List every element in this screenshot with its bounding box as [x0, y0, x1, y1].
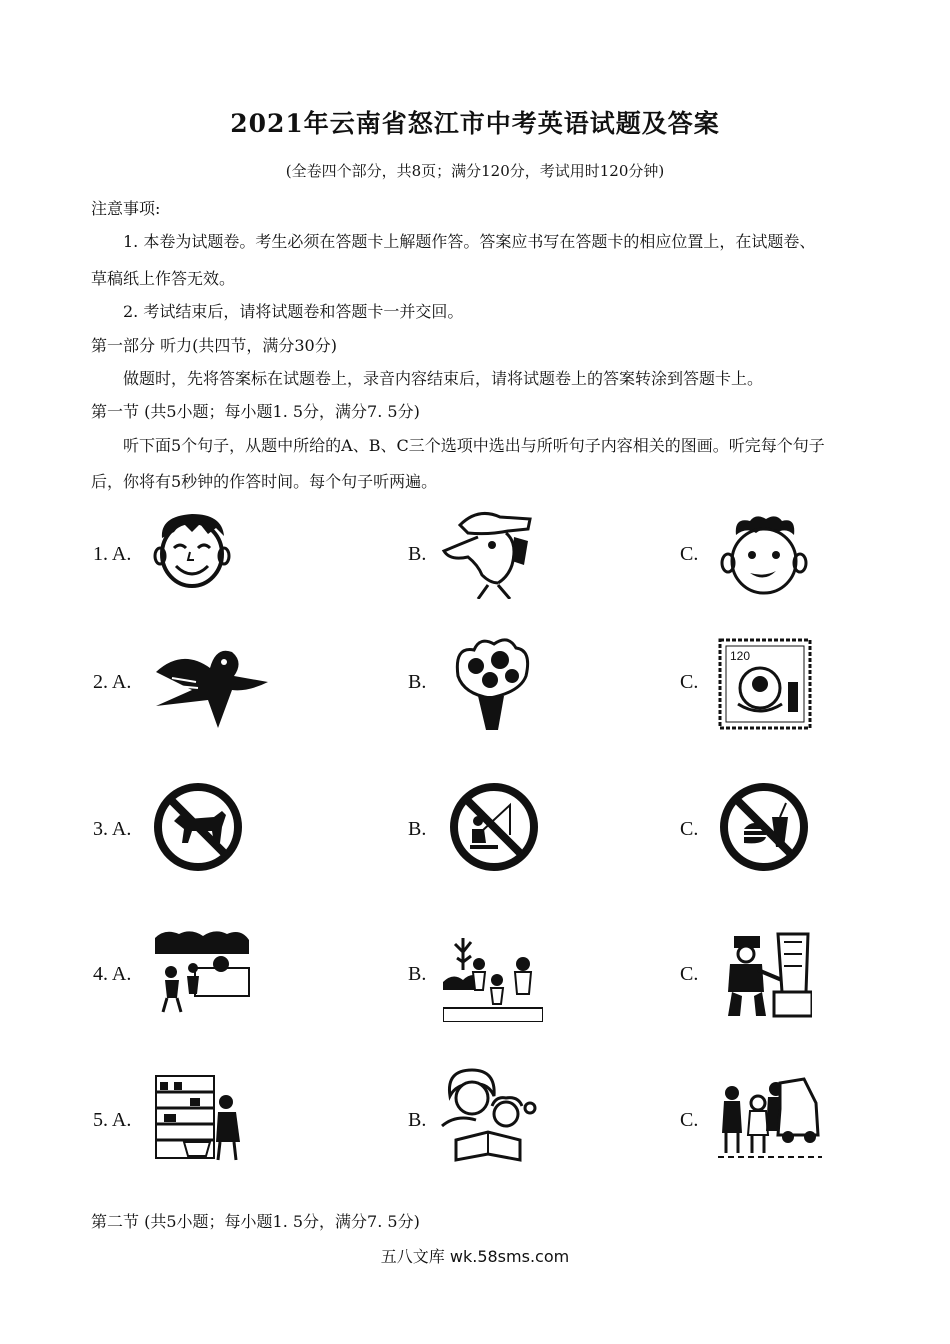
section1-instruction: 听下面5个句子，从题中所给的A、B、C三个选项中选出与所听句子内容相关的图画。听完每个句子 [123, 436, 825, 455]
notice-item-1-cont: 草稿纸上作答无效。 [91, 269, 236, 288]
section1-heading: 第一节 (共5小题；每小题1. 5分，满分7. 5分) [91, 402, 420, 421]
notice-heading: 注意事项: [91, 199, 161, 218]
section2-heading: 第二节 (共5小题；每小题1. 5分，满分7. 5分) [91, 1212, 420, 1231]
smiling-boy-face-icon[interactable] [152, 508, 232, 590]
q3-option-c-label: C. [680, 818, 699, 840]
q4-option-b-label: B. [408, 963, 427, 985]
market-scene-icon[interactable] [155, 928, 251, 1014]
family-by-car-icon[interactable] [718, 1073, 822, 1159]
postage-stamp-icon[interactable] [718, 638, 812, 730]
supermarket-shopping-icon[interactable] [154, 1072, 244, 1162]
bouquet-of-flowers-icon[interactable] [450, 636, 532, 732]
notice-item-2: 2. 考试结束后，请将试题卷和答题卡一并交回。 [123, 302, 464, 321]
cutting-tree-scene-icon[interactable] [718, 930, 812, 1020]
q2-option-b-label: B. [408, 671, 427, 693]
part1-heading: 第一部分 听力(共四节，满分30分) [91, 336, 337, 355]
q5-option-a-label: 5. A. [93, 1109, 132, 1131]
q3-option-a-label: 3. A. [93, 818, 132, 840]
no-dogs-sign-icon[interactable] [152, 781, 244, 873]
exam-subtitle: (全卷四个部分，共8页；满分120分，考试用时120分钟) [285, 162, 665, 180]
q1-option-c-label: C. [680, 543, 699, 565]
q2-option-a-label: 2. A. [93, 671, 132, 693]
q4-option-c-label: C. [680, 963, 699, 985]
paper-cut-swallow-icon[interactable] [152, 642, 270, 732]
tree-planting-scene-icon[interactable] [443, 930, 543, 1022]
q5-option-c-label: C. [680, 1109, 699, 1131]
notice-item-1: 1. 本卷为试题卷。考生必须在答题卡上解题作答。答案应书写在答题卡的相应位置上，在试题卷、 [123, 232, 816, 251]
stamp-value: 120 [730, 649, 751, 663]
q5-option-b-label: B. [408, 1109, 427, 1131]
footer-watermark: 五八文库 wk.58sms.com [380, 1247, 570, 1266]
no-food-drink-sign-icon[interactable] [718, 781, 810, 873]
page-title: 2021年云南省怒江市中考英语试题及答案 [230, 109, 720, 138]
q4-option-a-label: 4. A. [93, 963, 132, 985]
no-fishing-sign-icon[interactable] [448, 781, 540, 873]
q1-option-a-label: 1. A. [93, 543, 132, 565]
laughing-child-face-icon[interactable] [716, 513, 810, 597]
mother-reading-to-child-icon[interactable] [436, 1066, 540, 1162]
man-with-hat-icon[interactable] [438, 505, 534, 599]
q2-option-c-label: C. [680, 671, 699, 693]
part1-instruction: 做题时，先将答案标在试题卷上，录音内容结束后，请将试题卷上的答案转涂到答题卡上。 [123, 369, 764, 388]
section1-instruction-cont: 后，你将有5秒钟的作答时间。每个句子听两遍。 [91, 472, 438, 491]
q3-option-b-label: B. [408, 818, 427, 840]
q1-option-b-label: B. [408, 543, 427, 565]
